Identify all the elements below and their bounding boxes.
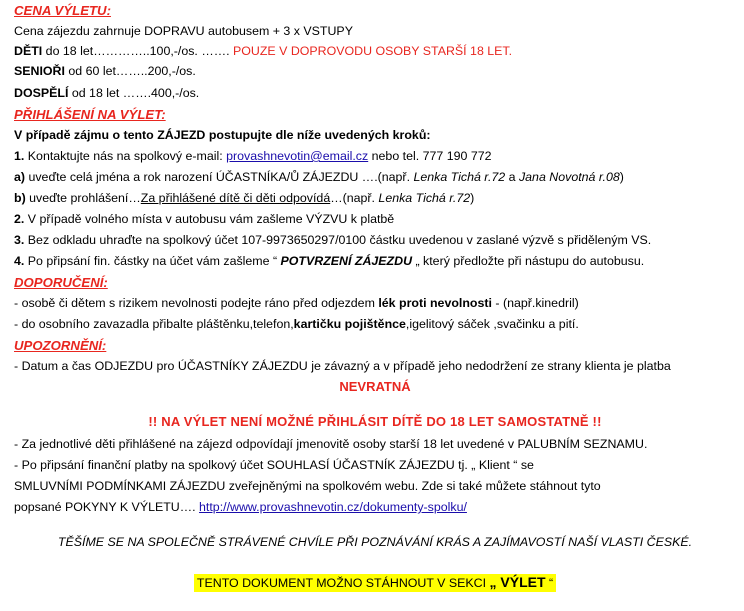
email-link[interactable]: provashnevotin@email.cz: [226, 149, 369, 163]
step-a-text: uveďte celá jména a rok narození ÚČASTNÍKA/Ů ZÁJEZDU ….(např.: [25, 170, 414, 184]
recommend-item-1-text: - osobě či dětem s rizikem nevolnosti podejte ráno před odjezdem: [14, 296, 379, 310]
step-b: [14, 191, 474, 206]
notice-item-3b: SMLUVNÍMI PODMÍNKAMI ZÁJEZDU zveřejněnými na spolkovém webu. Zde si také můžete stáhnout tyto: [14, 479, 601, 493]
recommend-heading: DOPORUČENÍ:: [14, 275, 108, 290]
notice-item-3c-text: popsané POKYNY K VÝLETU….: [14, 500, 200, 514]
seniors-label: SENIOŘI: [14, 64, 65, 78]
step-4-text: Po připsání fin. částky na účet vám zašleme “: [24, 254, 281, 268]
recommend-item-1: [14, 296, 579, 311]
step-3: [14, 233, 651, 248]
step-a: [14, 170, 624, 185]
step-4-end: „ který předložte při nástupu do autobusu.: [412, 254, 645, 268]
step-1: [14, 149, 492, 164]
adults-price: od 18 let …….400,-/os.: [68, 86, 200, 100]
price-children: [14, 44, 512, 59]
documents-link[interactable]: http://www.provashnevotin.cz/dokumenty-spolku/: [199, 500, 467, 514]
step-b-text: uveďte prohlášení…: [25, 191, 141, 205]
step-b-number: b): [14, 191, 26, 205]
recommend-item-2: [14, 317, 579, 332]
download-highlight: [194, 574, 556, 592]
recommend-item-1-end: - (např.kinedril): [491, 296, 579, 310]
step-b-mid: …(např.: [330, 191, 379, 205]
step-4-number: 4.: [14, 254, 25, 268]
step-b-close: ): [470, 191, 475, 205]
recommend-item-2-text: - do osobního zavazadla přibalte pláštěnku,telefon,: [14, 317, 294, 331]
step-2-text: V případě volného místa v autobusu vám zašleme VÝZVU k platbě: [24, 212, 395, 226]
recommend-item-2-bold: kartičku pojištěnce: [293, 317, 406, 331]
step-b-example: Lenka Tichá r.72: [378, 191, 471, 205]
notice-item-3a: - Po připsání finanční platby na spolkový účet SOUHLASÍ ÚČASTNÍK ZÁJEZDU tj. „ Klient “ se: [14, 458, 534, 472]
warning-line: !! NA VÝLET NENÍ MOŽNÉ PŘIHLÁSIT DÍTĚ DO 18 LET SAMOSTATNĚ !!: [148, 414, 602, 429]
adults-label: DOSPĚLÍ: [14, 86, 69, 100]
recommend-item-1-bold: lék proti nevolnosti: [378, 296, 492, 310]
step-4-confirmation: POTVRZENÍ ZÁJEZDU: [280, 254, 413, 268]
price-adults: [14, 86, 199, 101]
signup-heading: PŘIHLÁŠENÍ NA VÝLET:: [14, 107, 166, 122]
download-open-quote: „: [489, 574, 497, 590]
signup-intro: V případě zájmu o tento ZÁJEZD postupujte dle níže uvedených kroků:: [14, 128, 431, 142]
download-note: [14, 575, 736, 591]
children-note: POUZE V DOPROVODU OSOBY STARŠÍ 18 LET.: [232, 44, 513, 58]
closing-line: TĚŠÍME SE NA SPOLEČNĚ STRÁVENÉ CHVÍLE PŘI POZNÁVÁNÍ KRÁS A ZAJÍMAVOSTÍ NAŠÍ VLASTI ČESKÉ.: [57, 535, 693, 549]
step-1-number: 1.: [14, 149, 25, 163]
step-2: [14, 212, 394, 227]
step-a-close: ): [619, 170, 624, 184]
step-3-number: 3.: [14, 233, 25, 247]
step-2-number: 2.: [14, 212, 25, 226]
nonrefundable-label: NEVRATNÁ: [339, 379, 411, 394]
notice-heading: UPOZORNĚNÍ:: [14, 338, 107, 353]
step-1-text: Kontaktujte nás na spolkový e-mail:: [24, 149, 227, 163]
download-close-quote: “: [545, 576, 554, 590]
step-a-example-2: Jana Novotná r.08: [518, 170, 620, 184]
step-b-statement: Za přihlášené dítě či děti odpovídá: [140, 191, 331, 205]
step-1-phone: nebo tel. 777 190 772: [368, 149, 492, 163]
price-seniors: [14, 64, 196, 79]
price-heading: CENA VÝLETU:: [14, 3, 111, 18]
step-a-and: a: [505, 170, 519, 184]
price-intro: Cena zájezdu zahrnuje DOPRAVU autobusem + 3 x VSTUPY: [14, 24, 353, 38]
recommend-item-2-end: ,igelitový sáček ,svačinku a pití.: [405, 317, 579, 331]
step-a-number: a): [14, 170, 26, 184]
notice-item-1: - Datum a čas ODJEZDU pro ÚČASTNÍKY ZÁJEZDU je závazný a v případě jeho nedodržení ze strany klienta je platba: [14, 359, 671, 373]
step-3-text: Bez odkladu uhraďte na spolkový účet 107-9973650297/0100 částku uvedenou v zaslané výzvě s přiděleným VS.: [24, 233, 652, 247]
download-text: TENTO DOKUMENT MOŽNO STÁHNOUT V SEKCI: [196, 576, 490, 590]
children-price: do 18 let…………..100,-/os. …….: [42, 44, 233, 58]
download-section: VÝLET: [496, 574, 546, 590]
seniors-price: od 60 let……..200,-/os.: [64, 64, 196, 78]
notice-item-3c: [14, 500, 467, 515]
step-4: [14, 254, 644, 269]
step-a-example-1: Lenka Tichá r.72: [413, 170, 506, 184]
children-label: DĚTI: [14, 44, 43, 58]
notice-item-2: - Za jednotlivé děti přihlášené na zájezd odpovídají jmenovitě osoby starší 18 let uvedené v PALUBNÍM SEZNAMU.: [14, 437, 648, 451]
